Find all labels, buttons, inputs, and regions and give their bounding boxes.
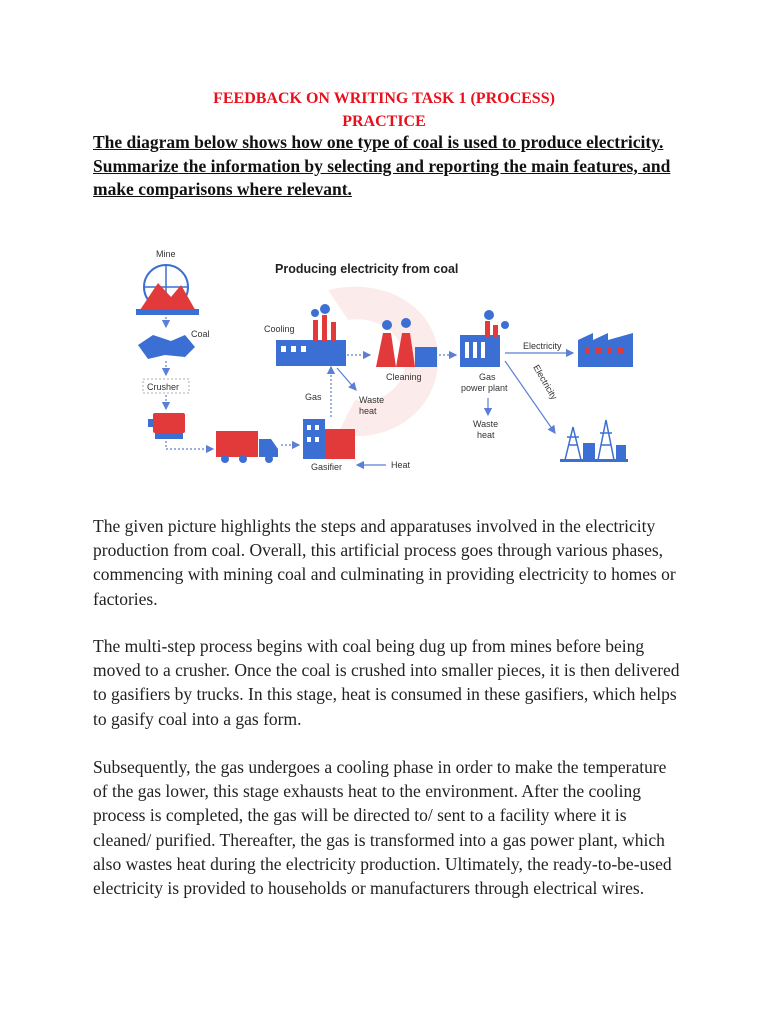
- factory-icon: [578, 333, 633, 367]
- label-coal: Coal: [191, 329, 210, 339]
- task-prompt: The diagram below shows how one type of coal is used to produce electricity. Summarize the information by selecting and reporting the main features, and make comparisons where relevant.: [93, 132, 671, 199]
- diagram-title: Producing electricity from coal: [275, 262, 459, 276]
- label-waste-heat-1: Waste: [359, 395, 385, 405]
- gas-power-plant-icon: [460, 310, 509, 367]
- label-electricity-1: Electricity: [523, 341, 562, 351]
- label-gas-power-plant-1: Gas: [479, 372, 496, 382]
- truck-icon: [216, 431, 278, 463]
- label-waste-heat-1b: heat: [359, 406, 377, 416]
- cooling-plant-icon: [276, 304, 346, 366]
- label-gas-power-plant-2: power plant: [461, 383, 508, 393]
- label-cleaning: Cleaning: [386, 372, 422, 382]
- paragraph-1: The given picture highlights the steps and apparatuses involved in the electricity production from coal. Overall, this artificial process goes through various phases, commencing with mining coal and culminating in providing electricity to homes or factories.: [93, 516, 676, 609]
- label-waste-heat-2b: heat: [477, 430, 495, 440]
- power-tower-icon: [560, 420, 628, 462]
- page-title: FEEDBACK ON WRITING TASK 1 (PROCESS): [213, 90, 555, 107]
- label-mine: Mine: [156, 249, 176, 259]
- label-cooling: Cooling: [264, 324, 295, 334]
- coal-icon: [138, 335, 195, 359]
- page-subtitle: PRACTICE: [342, 113, 426, 130]
- label-waste-heat-2: Waste: [473, 419, 499, 429]
- crusher-machine-icon: [148, 413, 185, 439]
- mine-icon: [136, 265, 199, 315]
- label-gasifier: Gasifier: [311, 462, 343, 472]
- label-gas: Gas: [305, 392, 322, 402]
- paragraph-2: The multi-step process begins with coal being dug up from mines before being moved to a crusher. Once the coal is crushed into smaller pieces, it is then delivered to gasifiers by trucks. In this stage, heat is consumed in these gasifiers, which helps to gasify coal into a gas form.: [93, 636, 680, 729]
- label-crusher: Crusher: [147, 382, 180, 392]
- paragraph-3: Subsequently, the gas undergoes a cooling phase in order to make the temperature of the gas lower, this stage exhausts heat to the environment. After the cooling process is completed, the gas will be directed to/ sent to a facility where it is cleaned/ purified. Thereafter, the gas is transformed into a gas power plant, which also wastes heat during the electricity production. Ultimately, the ready-to-be-used electricity is provided to households or manufacturers through electrical wires.: [93, 757, 672, 899]
- label-heat: Heat: [391, 460, 411, 470]
- process-diagram: [93, 205, 678, 515]
- label-electricity-2: Electricity: [531, 363, 560, 402]
